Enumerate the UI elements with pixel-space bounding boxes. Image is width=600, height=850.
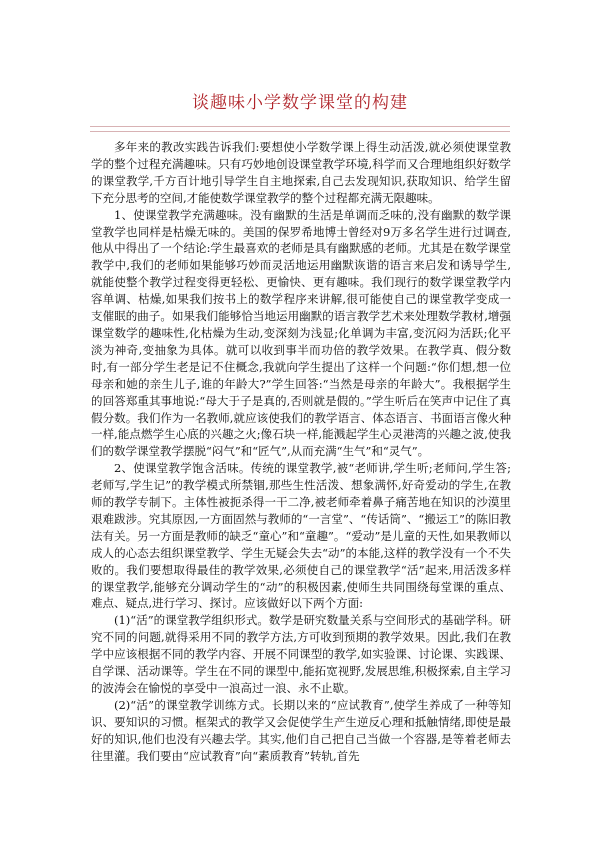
title-divider [90, 126, 510, 132]
paragraph-intro: 多年来的教改实践告诉我们:要想使小学数学课上得生动活泼,就必须使课堂教学的整个过程充满趣味。只有巧妙地创设课堂教学环境,科学而又合理地组织好数学的课堂教学,千方百计地引导学生自主地探索,自己去发现知识,获取知识、给学生留下充分思考的空间,才能使数学课堂教学的整个过程都充满无限趣味。 [91, 140, 511, 205]
paragraph-section-2: 2、使课堂教学饱含活味。传统的课堂教学,被“老师讲,学生听;老师问,学生答;老师写,学生记”的教学模式所禁锢,那些生性活泼、想象满怀,好奇爱动的学生,在教师的教学专制下。主体性被扼杀得一干二净,被老师牵着鼻子痛苦地在知识的沙漠里艰难跋涉。究其原因,一方面固然与教师的“一言堂”、“传话筒”、“搬运工”的陈旧教法有关。另一方面是教师的缺乏“童心”和“童趣”。“爱动”是儿童的天性,如果教师以成人的心态去组织课堂教学、学生无疑会失去“动”的本能,这样的教学没有一个不失败的。我们要想取得最佳的教学效果,必须使自己的课堂教学“活”起来,用活泼多样的课堂教学,能够充分调动学生的“动”的积极因素,使师生共同围绕每堂课的重点、难点、疑点,进行学习、探讨。应该做好以下两个方面: [91, 461, 511, 611]
paragraph-subsection-2: (2)“活”的课堂教学训练方式。长期以来的“应试教育”,使学生养成了一种等知识、要知识的习惯。框架式的教学又会促使学生产生逆反心理和抵触情绪,即使是最好的知识,他们也没有兴趣去学。其实,他们自己把自己当做一个容器,是等着老师去往里灌。我们要由“应试教育”向“素质教育”转轨,首先 [91, 697, 511, 763]
page-title: 谈趣味小学数学课堂的构建 [192, 93, 408, 113]
article-body [91, 139, 511, 765]
paragraph-section-1: 1、使课堂教学充满趣味。没有幽默的生活是单调而乏味的,没有幽默的数学课堂教学也同样是枯燥无味的。美国的保罗希地博士曾经对9万多名学生进行过调查,他从中得出了一个结论:学生最喜欢的老师是具有幽默感的老师。尤其是在数学课堂教学中,我们的老师如果能够巧妙而灵活地运用幽默诙谐的语言来启发和诱导学生,就能使整个教学过程变得更轻松、更愉快、更有趣味。我们现行的数学课堂教学内容单调、枯燥,如果我们按书上的数学程序来讲解,很可能使自己的课堂教学变成一支催眠的曲子。如果我们能够恰当地运用幽默的语言教学艺术来处理数学教材,增强课堂数学的趣味性,化枯燥为生动,变深刻为浅显;化单调为丰富,变沉闷为活跃;化平淡为神奇,变抽象为具体。就可以收到事半而功倍的教学效果。在教学真、假分数时,有一部分学生老是记不住概念,我就向学生提出了这样一个问题:“你们想,想一位母亲和她的亲生儿子,谁的年龄大?”学生回答:“当然是母亲的年龄大”。我根据学生的回答郑重其事地说:“母大于子是真的,否则就是假的。”学生听后在笑声中记住了真假分数。我们作为一名教师,就应该使我们的教学语言、体态语言、书面语言像火种一样,能点燃学生心底的兴趣之火;像石块一样,能溅起学生心灵港湾的兴趣之波,使我们的数学课堂教学摆脱“闷气”和“匠气”,从而充满“生气”和“灵气”。 [91, 207, 511, 459]
paragraph-subsection-1: (1)“活”的课堂教学组织形式。数学是研究数量关系与空间形式的基础学科。研究不同的问题,就得采用不同的教学方法,方可收到预期的教学效果。因此,我们在教学中应该根据不同的教学内容、开展不同课型的教学,如实验课、讨论课、实践课、自学课、活动课等。学生在不同的课型中,能拓宽视野,发展思维,积极探索,自主学习的波涛会在愉悦的享受中一浪高过一浪、永不止歇。 [91, 613, 511, 695]
